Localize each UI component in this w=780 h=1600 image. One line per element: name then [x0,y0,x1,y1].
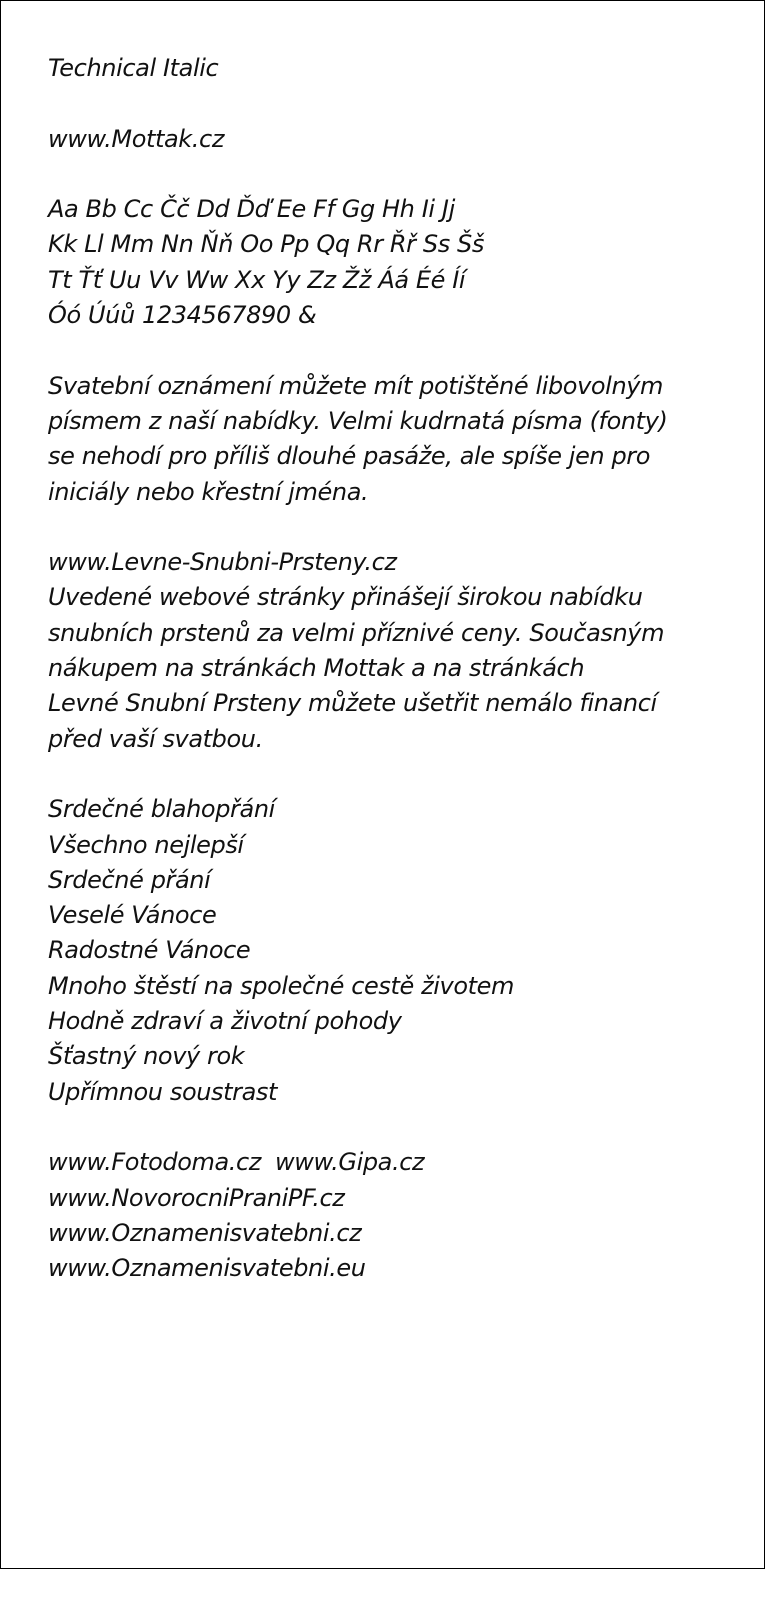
greeting-item: Srdečné blahopřání [48,795,275,824]
spacer [48,333,748,368]
greeting-item: Šťastný nový rok [48,1042,245,1071]
paragraph-line: snubních prstenů za velmi příznivé ceny. Současným [48,618,665,647]
site-url-text: www.Mottak.cz [48,124,225,153]
paragraph-line: nákupem na stránkách Mottak a na stránkách [48,654,585,683]
paragraph-rings [48,545,748,757]
paragraph-line: písmem z naší nabídky. Velmi kudrnatá písma (fonty) [48,406,668,435]
paragraph-line: Svatební oznámení můžete mít potištěné libovolným [48,371,664,400]
spacer [48,1110,748,1145]
alphabet-line: Óó Úúů 1234567890 & [48,301,317,330]
greeting-item: Všechno nejlepší [48,830,244,859]
greetings-list [48,792,748,1110]
link-oznameni-cz: www.Oznamenisvatebni.cz [48,1218,362,1247]
greeting-item: Radostné Vánoce [48,936,251,965]
spacer [48,157,748,192]
paragraph-line: se nehodí pro příliš dlouhé pasáže, ale spíše jen pro [48,442,651,471]
alphabet-line: Aa Bb Cc Čč Dd Ďď Ee Ff Gg Hh Ii Jj [48,195,455,224]
paragraph-font-usage [48,369,748,510]
paragraph-line: iniciály nebo křestní jména. [48,477,369,506]
links-list [48,1145,748,1286]
alphabet-line: Tt Ťť Uu Vv Ww Xx Yy Zz Žž Áá Éé Íí [48,265,466,294]
alphabet-sample [48,192,748,333]
link-gipa: www.Gipa.cz [275,1148,425,1177]
greeting-item: Veselé Vánoce [48,901,217,930]
links-row [48,1145,748,1180]
link-fotodoma: www.Fotodoma.cz [48,1148,261,1177]
greeting-item: Hodně zdraví a životní pohody [48,1007,402,1036]
paragraph-line: Uvedené webové stránky přinášejí širokou nabídku [48,583,643,612]
font-name-title: Technical Italic [48,54,219,82]
link-oznameni-eu: www.Oznamenisvatebni.eu [48,1254,366,1283]
link-novorocni-prani: www.NovorocniPraniPF.cz [48,1183,345,1212]
paragraph-line: před vaší svatbou. [48,724,263,753]
alphabet-line: Kk Ll Mm Nn Ňň Oo Pp Qq Rr Řř Ss Šš [48,230,484,259]
rings-url-text: www.Levne-Snubni-Prsteny.cz [48,548,397,577]
paragraph-line: Levné Snubní Prsteny můžete ušetřit nemálo financí [48,689,657,718]
greeting-item: Srdečné přání [48,865,211,894]
greeting-item: Mnoho štěstí na společné cestě životem [48,971,514,1000]
greeting-item: Upřímnou soustrast [48,1077,278,1106]
spacer [48,757,748,792]
spacer [48,86,748,121]
spacer [48,510,748,545]
document-content [48,51,748,1286]
